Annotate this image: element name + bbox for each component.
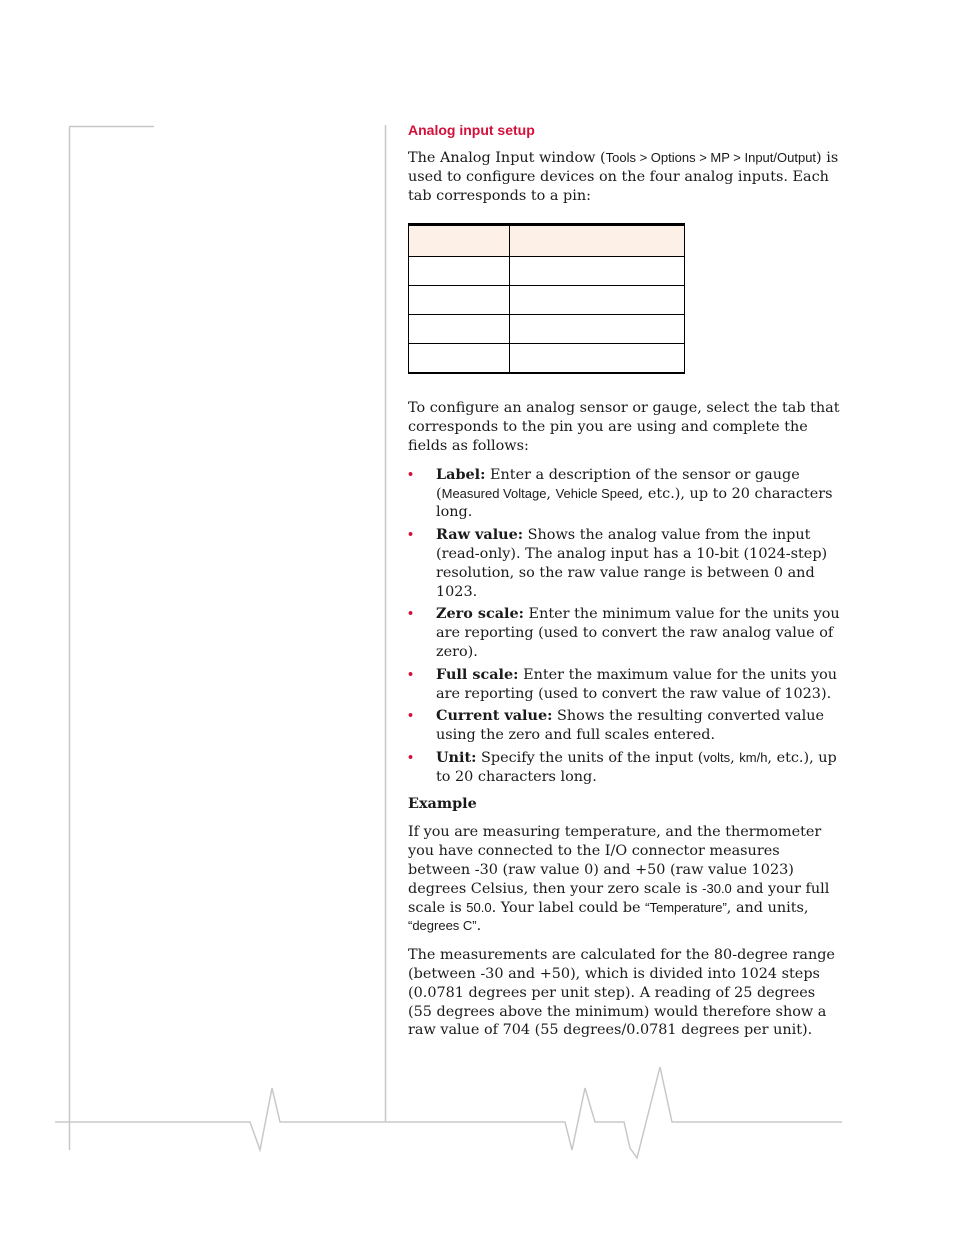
main-column	[408, 121, 842, 1050]
table-cell	[510, 344, 685, 374]
field-term: Unit:	[436, 748, 477, 766]
table-row	[409, 344, 685, 374]
table-cell	[409, 344, 510, 374]
field-term: Raw value:	[436, 526, 524, 544]
example-text: .	[476, 918, 482, 935]
list-item-current-value	[408, 707, 842, 745]
intro-paragraph	[408, 149, 842, 205]
table-row	[409, 286, 685, 315]
list-item-label	[408, 466, 842, 522]
list-item-unit	[408, 749, 842, 787]
example-text: If you are measuring temperature, and the thermometer you have connected to the I/O connector measures between -30 (raw value 0) and +50 (raw value 1023) degrees Celsius, then your zero scale is	[408, 824, 822, 897]
field-description: Enter the minimum value for the units you are reporting (used to convert the raw analog value of zero).	[436, 606, 840, 660]
table-row	[409, 315, 685, 344]
table-cell	[510, 315, 685, 344]
menu-path: Tools > Options > MP > Input/Output	[605, 150, 817, 165]
field-term: Zero scale:	[436, 605, 524, 623]
field-term: Full scale:	[436, 665, 519, 683]
field-description: , etc.), up to 20 characters long.	[436, 485, 833, 521]
field-list	[408, 466, 842, 787]
example-text: and your full scale is	[408, 880, 830, 916]
table-cell	[510, 286, 685, 315]
list-item-raw-value	[408, 526, 842, 601]
intro-text-after: ) is used to configure devices on the four analog inputs. Each tab corresponds to a pin:	[408, 150, 839, 204]
bullet-icon: •	[408, 527, 414, 544]
field-description: Shows the analog value from the input (read-only). The analog input has a 10-bit (1024-step) resolution, so the raw value range is between 0 and 1023.	[436, 527, 828, 600]
table-cell	[510, 257, 685, 286]
field-term: Label:	[436, 465, 486, 483]
table-header-cell	[510, 225, 685, 257]
field-description: Shows the resulting converted value using the zero and full scales entered.	[436, 708, 825, 744]
table-cell	[409, 315, 510, 344]
field-description: Specify the units of the input (	[476, 749, 704, 766]
field-term: Current value:	[436, 707, 553, 725]
label-value: “Temperature”	[645, 899, 727, 915]
separator: ,	[546, 485, 556, 502]
ui-value: Vehicle Speed	[555, 485, 639, 501]
configure-paragraph: To configure an analog sensor or gauge, select the tab that corresponds to the pin you are using and complete the fields as follows:	[408, 400, 840, 454]
pin-table	[408, 223, 685, 374]
example-text: , and units,	[726, 899, 809, 916]
bullet-icon: •	[408, 666, 414, 683]
example-paragraph-2: The measurements are calculated for the 80-degree range (between -30 and +50), which is divided into 1024 steps (0.0781 degrees per unit step). A reading of 25 degrees (55 degrees above the minimum) would therefore show a raw value of 704 (55 degrees/0.0781 degrees per unit).	[408, 947, 835, 1039]
section-heading: Analog input setup	[408, 122, 535, 138]
ui-value: Measured Voltage	[441, 485, 547, 501]
intro-text-before: The Analog Input window (	[408, 150, 606, 166]
zero-scale-value: -30.0	[702, 880, 732, 896]
field-description: Enter a description of the sensor or gauge (	[436, 466, 800, 502]
table-row	[409, 257, 685, 286]
table-header-cell	[409, 225, 510, 257]
example-text: . Your label could be	[491, 899, 646, 916]
bullet-icon: •	[408, 606, 414, 623]
table-header-row	[409, 225, 685, 257]
ui-value: volts	[703, 749, 731, 765]
bullet-icon: •	[408, 749, 414, 766]
full-scale-value: 50.0	[466, 899, 492, 915]
list-item-full-scale	[408, 666, 842, 704]
list-item-zero-scale	[408, 605, 842, 661]
table-cell	[409, 286, 510, 315]
example-heading: Example	[408, 794, 477, 812]
footer-waveform-line	[55, 1067, 842, 1158]
separator: ,	[730, 749, 740, 766]
bullet-icon: •	[408, 708, 414, 725]
units-value: “degrees C”	[408, 918, 477, 934]
bullet-icon: •	[408, 466, 414, 483]
example-paragraph-1	[408, 823, 842, 936]
field-description: Enter the maximum value for the units you are reporting (used to convert the raw value of 1023).	[436, 666, 838, 702]
field-description: , etc.), up to 20 characters long.	[436, 749, 837, 785]
table-cell	[409, 257, 510, 286]
ui-value: km/h	[739, 749, 768, 765]
